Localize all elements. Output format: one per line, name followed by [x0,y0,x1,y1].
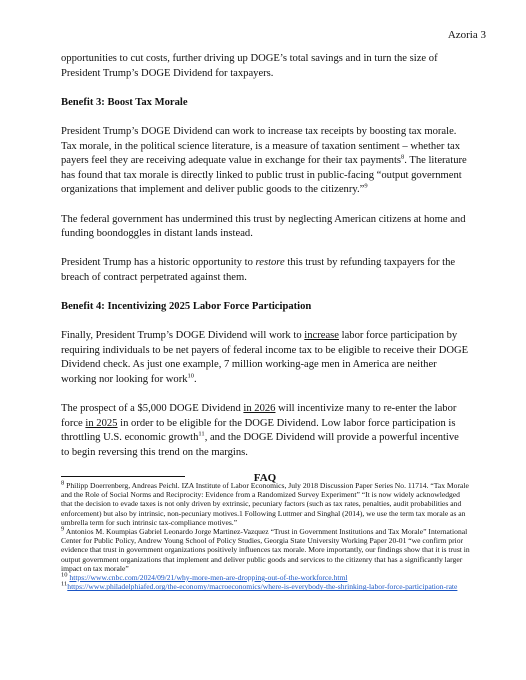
footnote-link-cnbc[interactable]: https://www.cnbc.com/2024/09/21/why-more-men-are-dropping-out-of-the-workforce.html [69,573,348,583]
footnote-ref-9[interactable]: 9 [364,182,368,190]
paragraph-restore [61,256,469,285]
footnote-text: Antonios M. Koumpias Gabriel Leonardo Jorge Martinez-Vazquez “Trust in Government Institutions and Tax Morale” International Center for Public Policy, Andrew Young School of Policy Studies, Georgia State University Working Paper 20-01 “we confirm prior evidence that trust in government organizations positively influences tax morale. More importantly, our findings show that it is trust in output government organizations that implement and deliver public goods and services to the citizenry that has a significantly larger impact on tax morale” [61,527,470,573]
faq-heading: FAQ [253,472,277,485]
underline-2025: in 2025 [85,417,118,429]
footnote-separator [61,476,185,477]
underline-increase: increase [304,330,339,342]
text: will incentivize many to re-enter the labor force [61,403,457,429]
footnote-number: 10 [61,571,68,579]
underline-2026: in 2026 [243,403,276,415]
footnote-11 [61,582,471,591]
page-header-label: Azoria 3 [447,29,486,41]
text: Finally, President Trump’s DOGE Dividend will work to [61,330,305,342]
text: . The literature has found that tax morale is directly linked to public trust in public-facing “output government organizations that implement and deliver public goods to the citizenry.” [61,155,467,196]
paragraph-tax-morale [61,125,469,198]
text: President Trump has a historic opportunity to [61,257,256,269]
footnote-text: Philipp Doerrenberg, Andreas Peichl. IZA Institute of Labor Economics, July 2018 Discussion Paper Series No. 11714. “Tax Morale and the Role of Social Norms and Reciprocity: Evidence from a Randomized Survey Experiment” “It is now widely acknowledged that the decision to evade taxes is not only driven by extrinsic, pecuniary factors (such as tax rates, penalties, audit probabilities and enforcement) but also by intrinsic, non-pecuniary motives.1 Following Luttmer and Singhal (2014), we use the term tax morale as an umbrella term for such intrinsic tax-compliance motives.” [61,481,469,527]
text: The prospect of a $5,000 DOGE Dividend [61,403,244,415]
footnote-10 [61,573,471,582]
footnote-ref-8[interactable]: 8 [401,153,405,161]
footnote-number: 8 [61,479,65,487]
footnote-link-philadelphiafed[interactable]: https://www.philadelphiafed.org/the-economy/macroeconomics/where-is-everybody-the-shrinking-labor-force-participation-rate [67,582,458,592]
document-body [61,52,469,486]
text: labor force participation by requiring individuals to be net payers of federal income tax to be eligible to receive their DOGE Dividend check. As just one example, 7 million working-age men in America are neither working nor looking for work [61,330,469,386]
heading-benefit-3: Benefit 3: Boost Tax Morale [61,96,188,108]
text: , and the DOGE Dividend will provide a powerful incentive to begin reversing this trend on the margins. [61,432,459,459]
footnote-ref-10[interactable]: 10 [187,372,195,380]
text: . [194,374,197,386]
footnote-ref-11[interactable]: 11 [198,430,205,438]
emphasis-restore: restore [255,257,285,269]
paragraph-labor-force [61,329,469,387]
footnote-number: 11 [61,580,68,588]
text: President Trump’s DOGE Dividend can work to increase tax receipts by boosting tax morale. Tax morale, in the political science literature, is a measure of taxation sentiment – whether tax payers feel they are receiving adequate value in exchange for their tax payments [61,125,461,167]
paragraph-trust: The federal government has undermined this trust by neglecting American citizens at home and funding boondoggles in distant lands instead. [61,213,466,240]
heading-benefit-4: Benefit 4: Incentivizing 2025 Labor Force Participation [61,301,312,313]
footnote-9 [61,527,471,573]
text: in order to be eligible for the DOGE Dividend. Low labor force participation is throttling U.S. economic growth [61,417,456,444]
footnote-8 [61,481,471,527]
paragraph-continuation: opportunities to cut costs, further driving up DOGE’s total savings and in turn the size of President Trump’s DOGE Dividend for taxpayers. [61,53,438,79]
footnotes [61,481,471,591]
paragraph-prospect [61,402,469,460]
text: this trust by refunding taxpayers for the breach of contract perpetrated against them. [61,257,456,283]
footnote-number: 9 [61,525,65,533]
